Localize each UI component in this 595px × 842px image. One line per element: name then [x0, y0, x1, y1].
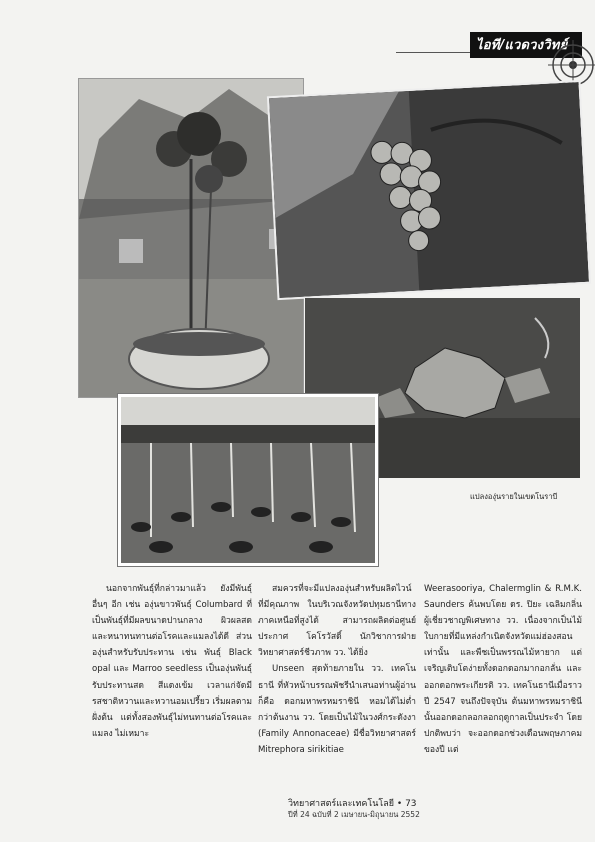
paragraph: Weerasooriya, Chalermglin & R.M.K. Saunders ค้นพบโดย ดร. ปิยะ เฉลิมกลิ่น ผู้เชี่ยวชาญพิเศษทาง วว. เนื่องจากเป็นไม้ใบกายที่มีแหล่งกำเนิดจังหวัดแม่ฮ่องสอนเท่านั้น และพืชเป็นพรรณไม้หายาก แต่เจริญเติบโตง่ายทั้งดอกดอกมากอกลั่น และออกดอกพระเกียรติ วว. เทคโนธานีเมื่อราวปี 2547 จนถึงปัจจุบัน ต้นมหาพรหมราชินีนั้นออกดอกลอกลอกฤดูกาลเป็นประจำ โดยปกติพบว่า จะออกดอกช่วงเดือนพฤษภาคมของปี แต่ [424, 584, 582, 755]
vineyard-field-photo [118, 394, 378, 566]
paragraph: สมควรที่จะมีแปลงองุ่นสำหรับผลิตไวน์ที่มีคุณภาพ ในบริเวณจังหวัดปทุมธานีทางภาคเหนือที่สูงได้ สามารถผลิตต่อศูนย์ประกาศ โคโรวัสดิ์ นักวิชาการฝ่ายวิทยาศาสตร์ชีวภาพ วว. ได้ยิ่ง [258, 584, 416, 659]
issue-info: ปีที่ 24 ฉบับที่ 2 เมษายน-มิถุนายน 2552 [288, 810, 420, 819]
paragraph: นอกจากพันธุ์ที่กล่าวมาแล้ว ยังมีพันธุ์อื่นๆ อีก เช่น องุ่นขาวพันธุ์ Columbard ที่เป็นพันธุ์ที่มีผลขนาดปานกลาง ผิวผลสด และหนาทนทานต่อโรคและแมลงได้ดี ส่วนองุ่นสำหรับรับประทาน เช่น พันธุ์ Black opal และ Marroo seedless เป็นองุ่นพันธุ์รับประทานสด สีแดงเข้ม เวลาแก่จัดมีรสชาติหวานและหวานอมเปรี้ยว เริ่มผลตามฝั่งต้น แต่ทั้งสองพันธุ์ไม่ทนทานต่อโรคและแมลง ไม่เหมาะ [92, 584, 252, 739]
grape-cluster-photo [267, 80, 591, 300]
section-title: ไอที/แวดวงวิทย์ [476, 38, 568, 53]
body-column-3 [424, 581, 582, 758]
page-footer: วิทยาศาสตร์และเทคโนโลยี • 73 [288, 799, 417, 809]
body-column-2 [258, 581, 416, 758]
paragraph: Unseen สุดท้ายภายใน วว. เทคโนธานี ที่หัวหน้าบรรณพัชรีนำเสนอท่านผู้อ่านก็คือ ดอกมหาพรหมราชินี หอมได้ไม่ต่ำกว่าต้นงาน วว. โดยเป็นไม้ในวงศ์กระดังงา (Family Annonaceae) มีชื่อวิทยาศาสตร์ Mitrephora sirikitiae [258, 664, 416, 755]
photo-caption: แปลงองุ่นรายในเขตโนราบี [470, 492, 558, 501]
body-column-1 [92, 581, 252, 742]
